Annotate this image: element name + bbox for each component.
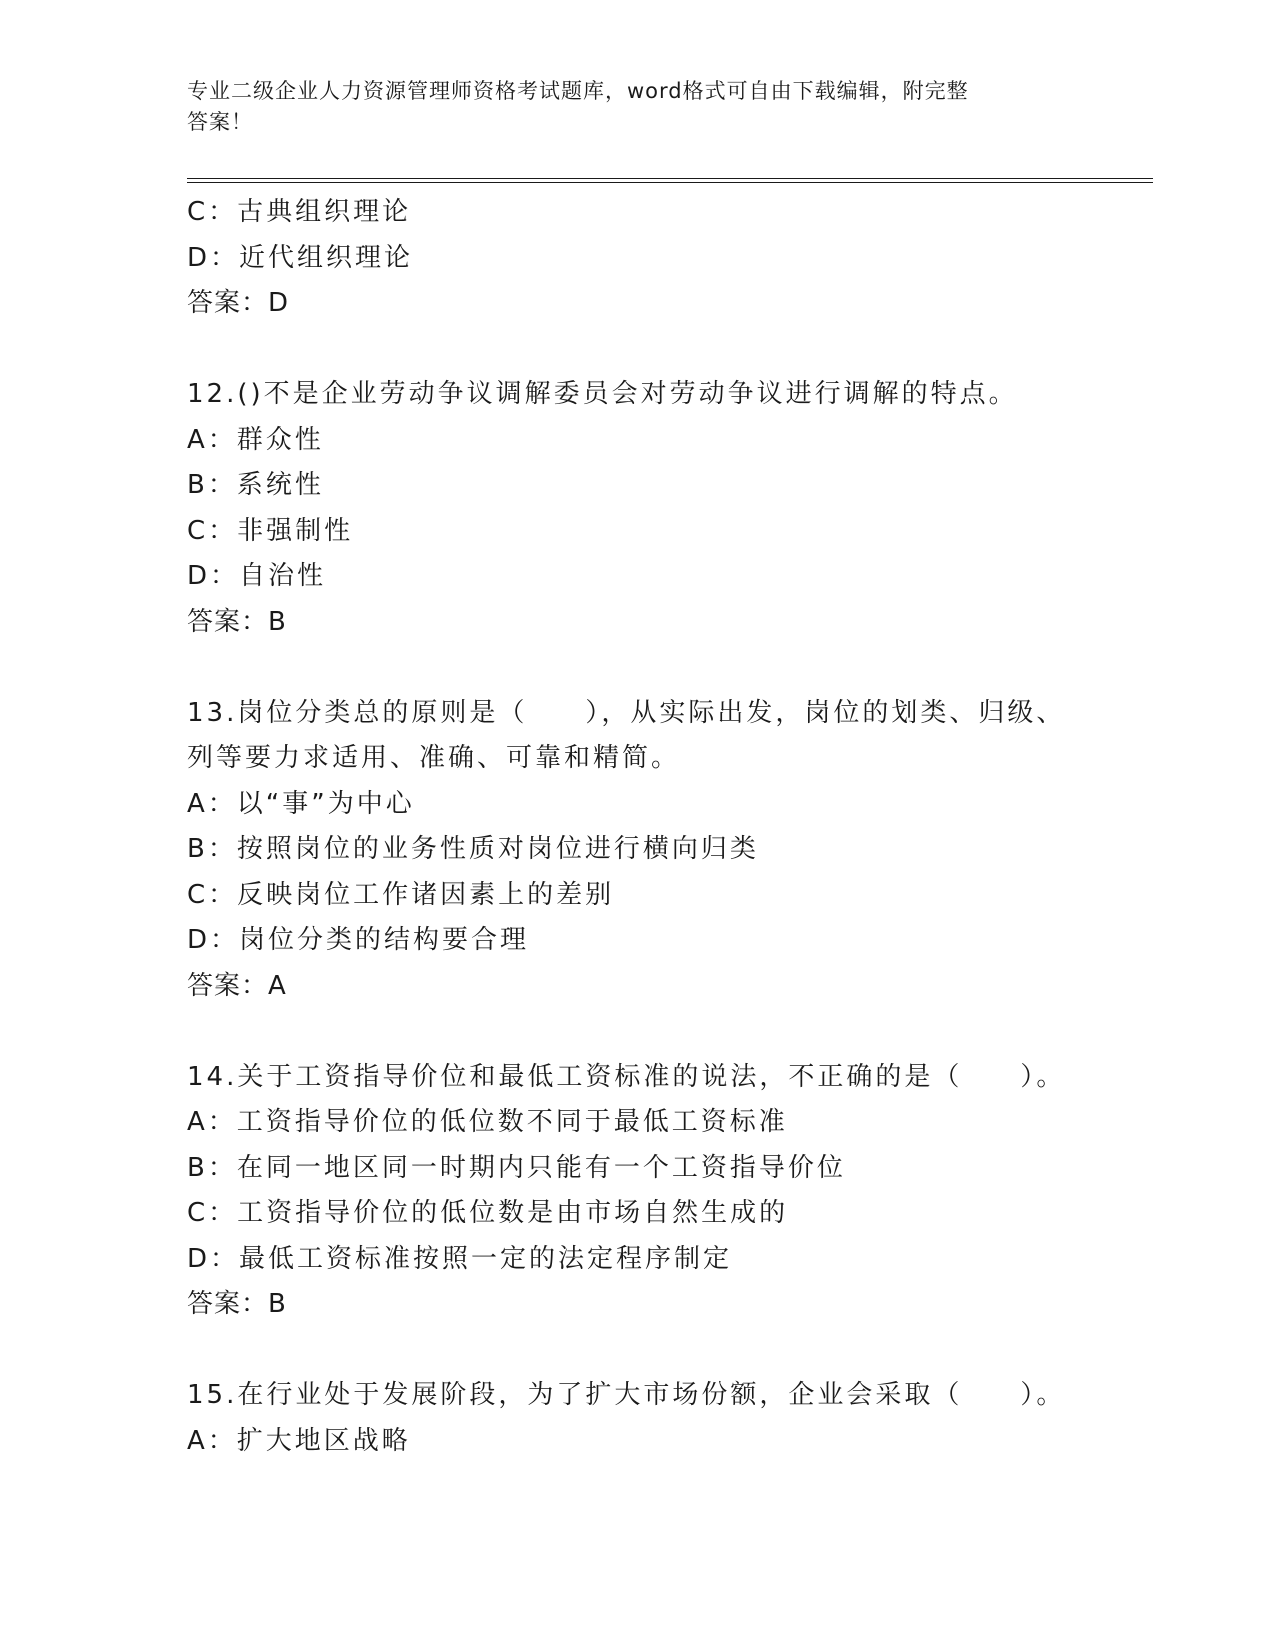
answer: 答案：A: [187, 970, 287, 1001]
question-stem: 14.关于工资指导价位和最低工资标准的说法，不正确的是（ ）。: [187, 1061, 1066, 1092]
option-b: B：按照岗位的业务性质对岗位进行横向归类: [187, 834, 759, 864]
option-c: C：反映岗位工作诸因素上的差别: [187, 879, 615, 910]
option-a: A：以“事”为中心: [187, 788, 415, 819]
option-c: C：古典组织理论: [187, 197, 412, 227]
question-12: [187, 372, 1087, 645]
option-d: D：自治性: [187, 561, 327, 591]
header-divider-bottom: [187, 182, 1153, 183]
option-c: C：工资指导价位的低位数是由市场自然生成的: [187, 1198, 789, 1228]
question-13: [187, 691, 1087, 1010]
option-c: C：非强制性: [187, 515, 354, 546]
answer: 答案：B: [187, 1289, 287, 1319]
option-b: B：系统性: [187, 470, 324, 500]
question-stem: 12.()不是企业劳动争议调解委员会对劳动争议进行调解的特点。: [187, 379, 1018, 409]
question-stem: 15.在行业处于发展阶段，为了扩大市场份额，企业会采取（ ）。: [187, 1380, 1066, 1410]
question-15: [187, 1373, 1087, 1464]
header-line-2: 答案！: [187, 110, 253, 134]
question-stem-line-1: 13.岗位分类总的原则是（ ），从实际出发，岗位的划类、归级、: [187, 697, 1066, 728]
header-line-1: 专业二级企业人力资源管理师资格考试题库，word格式可自由下载编辑，附完整: [187, 79, 969, 103]
question-11: [187, 190, 1087, 327]
option-d: D：岗位分类的结构要合理: [187, 925, 530, 955]
question-stem-line-2: 列等要力求适用、准确、可靠和精简。: [187, 743, 681, 773]
option-a: A：扩大地区战略: [187, 1425, 411, 1456]
option-a: A：工资指导价位的低位数不同于最低工资标准: [187, 1107, 788, 1137]
option-d: D：近代组织理论: [187, 242, 414, 273]
header-divider-top: [187, 178, 1153, 179]
page-header: [187, 76, 1087, 138]
question-14: [187, 1055, 1087, 1328]
option-b: B：在同一地区同一时期内只能有一个工资指导价位: [187, 1152, 846, 1183]
option-d: D：最低工资标准按照一定的法定程序制定: [187, 1243, 733, 1274]
answer: 答案：D: [187, 288, 290, 318]
answer: 答案：B: [187, 606, 287, 637]
question-list: [187, 190, 1087, 1464]
option-a: A：群众性: [187, 424, 324, 455]
